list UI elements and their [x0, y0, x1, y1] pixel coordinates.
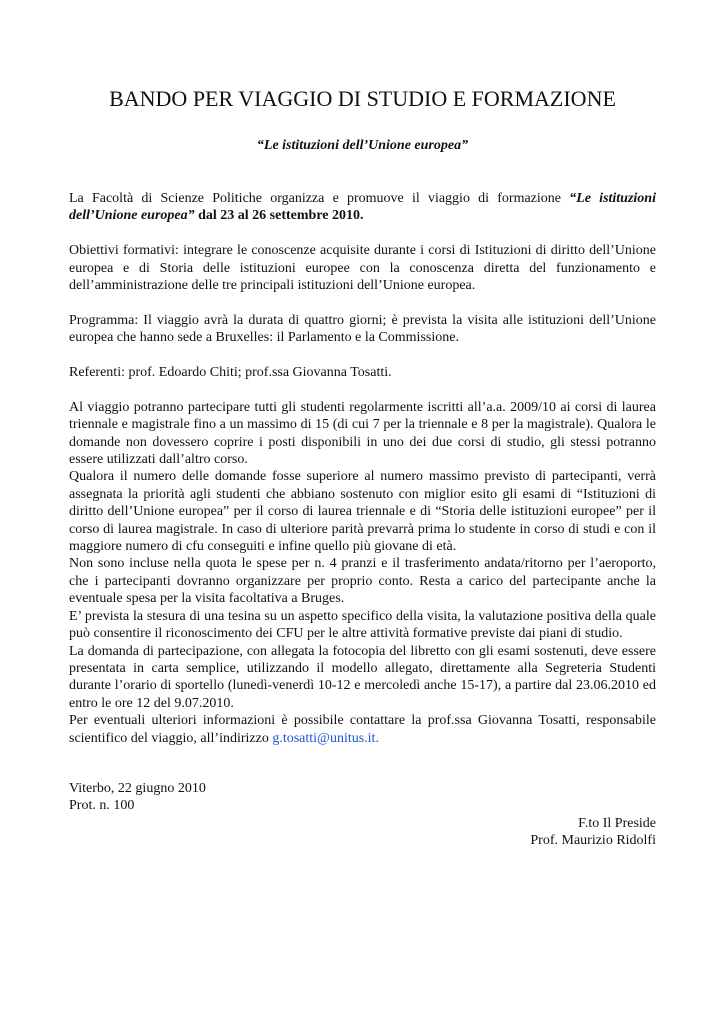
signature-name: Prof. Maurizio Ridolfi: [530, 833, 656, 849]
intro-text: La Facoltà di Scienze Politiche organizza e promuove il viaggio di formazione: [69, 191, 570, 206]
program-paragraph: Programma: Il viaggio avrà la durata di quattro giorni; è prevista la visita alle istituzioni dell’Unione europea che hanno sede a Bruxelles: il Parlamento e la Commissione.: [69, 312, 656, 346]
essay-paragraph: E’ prevista la stesura di una tesina su un aspetto specifico della visita, la valutazione positiva della quale può consentire il riconoscimento dei CFU per le altre attività formative previste dai piani di studio.: [69, 608, 656, 642]
application-paragraph: La domanda di partecipazione, con allegata la fotocopia del libretto con gli esami sostenuti, deve essere presentata in carta semplice, utilizzando il modello allegato, direttamente alla Segreteria Studenti durante l’orario di sportello (lunedì-venerdì 10-12 e mercoledì anche 15-17), a partire dal 23.06.2010 ed entro le ore 12 del 9.07.2010.: [69, 643, 656, 711]
signature-title: F.to Il Preside: [578, 815, 656, 831]
intro-paragraph: [69, 190, 656, 225]
contact-paragraph: [69, 712, 656, 747]
contact-text: Per eventuali ulteriori informazioni è possibile contattare la prof.ssa Giovanna Tosatti, responsabile scientifico del viaggio, all’indirizzo: [69, 713, 656, 746]
document-subtitle: “Le istituzioni dell’Unione europea”: [256, 138, 469, 153]
document-closing: [69, 780, 656, 850]
contact-email-link[interactable]: g.tosatti@unitus.it: [272, 730, 376, 746]
objectives-paragraph: Obiettivi formativi: integrare le conoscenze acquisite durante i corsi di Istituzioni di diritto dell’Unione europea e di Storia delle istituzioni europee con la conoscenza diretta del funzionamento e dell’amministrazione delle tre principali istituzioni dell’Unione europea.: [69, 243, 656, 294]
contact-end: .: [375, 730, 379, 746]
intro-dates: dal 23 al 26 settembre 2010.: [194, 208, 364, 224]
place-date: Viterbo, 22 giugno 2010: [69, 781, 206, 796]
protocol-number: Prot. n. 100: [69, 798, 135, 814]
referents-paragraph: Referenti: prof. Edoardo Chiti; prof.ssa Giovanna Tosatti.: [69, 365, 392, 381]
priority-paragraph: Qualora il numero delle domande fosse superiore al numero massimo previsto di partecipanti, verrà assegnata la priorità agli studenti che abbiano sostenuto con miglior esito gli esami di “Istituzioni di diritto dell’Unione europea” per il corso di laurea triennale e di “Storia delle istituzioni europee” per il corso di laurea magistrale. In caso di ulteriore parità prevarrà prima lo studente in corso di studi e con il maggiore numero di cfu conseguiti e infine quello più giovane di età.: [69, 469, 656, 555]
participants-paragraph: Al viaggio potranno partecipare tutti gli studenti regolarmente iscritti all’a.a. 2009/10 ai corsi di laurea triennale e magistrale fino a un massimo di 15 (di cui 7 per la triennale e 8 per la magistrale). Qualora le domande non dovessero coprire i posti disponibili in uno dei due corsi di studio, gli stessi potranno essere utilizzati dall’altro corso.: [69, 399, 656, 468]
document-title: BANDO PER VIAGGIO DI STUDIO E FORMAZIONE: [109, 86, 616, 111]
intro-title-ref: “Le istituzioni dell’Unione europea”: [69, 191, 656, 224]
costs-paragraph: Non sono incluse nella quota le spese per n. 4 pranzi e il trasferimento andata/ritorno per l’aeroporto, che i partecipanti dovranno organizzare per proprio conto. Resta a carico del partecipante anche la eventuale spesa per la visita facoltativa a Bruges.: [69, 556, 656, 607]
document-body: [69, 190, 656, 747]
